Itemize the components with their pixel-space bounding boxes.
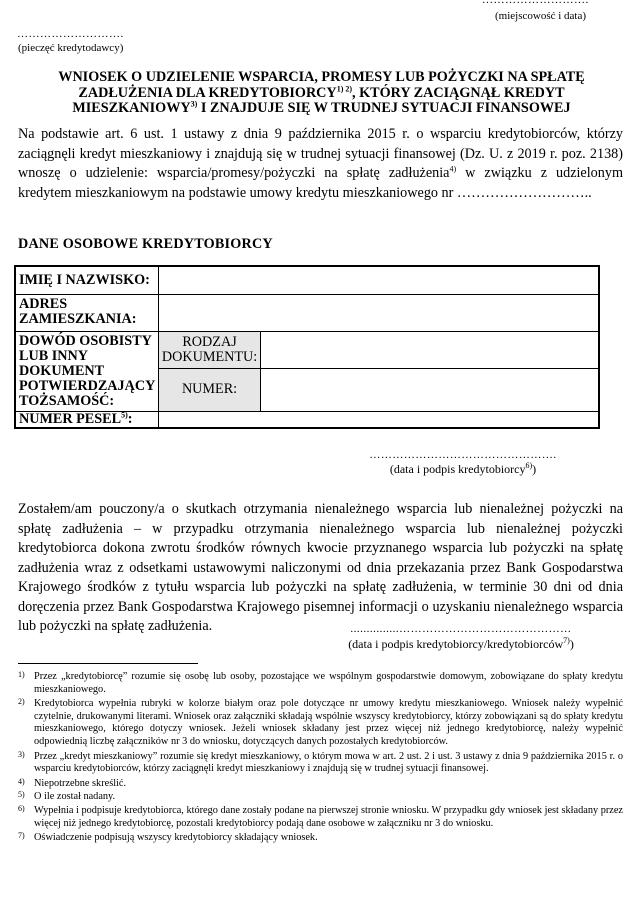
document-number-label: NUMER: bbox=[158, 368, 260, 411]
footnote-2: 2) Kredytobiorca wypełnia rubryki w kolorze białym oraz pole dotyczące nr umowy kredytu mieszkaniowego. Wniosek należy wypełnić czytelnie, drukowanymi literami. Wniosek oraz załączniki składają wspólnie wszyscy kredytobiorcy, którzy zobowiązani są do spłaty kredytu mieszkaniowego, którego dotyczy wniosek. Jeżeli wniosek składany jest przez więcej niż jednego kredytobiorcę, należy wypełnić odpowiednią liczbę załączników nr 3 do wniosku, dotyczących danych pozostałych kredytobiorców. bbox=[18, 697, 623, 747]
title-line-2: ZADŁUŻENIA DLA $KREDYTOBIORCY^{1) 2)}$, KTÓRY ZACIĄGNĄŁ KREDYT bbox=[78, 83, 565, 101]
footnote-separator bbox=[18, 663, 198, 664]
document-type-label: RODZAJ DOKUMENTU: bbox=[158, 331, 260, 368]
place-date-label: (miejscowość i data) bbox=[495, 10, 587, 22]
title-line-3: MIESZKANIOWY$^{3)}$ I ZNAJDUJE SIĘ W TRUDNEJ SYTUACJI FINANSOWEJ bbox=[72, 99, 571, 116]
borrower-signature-label: (data i podpis kredytobiorcy$^{6)}$) bbox=[389, 461, 537, 476]
borrowers-signature-dots: ...............……………………………………… bbox=[350, 623, 572, 635]
footnote-6: 6) Wypełnia i podpisuje kredytobiorca, którego dane zostały podane na pierwszej stronie wniosku. W przypadku gdy wniosek jest składany przez więcej niż jednego kredytobiorcę, pozostali kredytobiorcy podają dane osobowe w załączniku nr 3 do wniosku. bbox=[18, 803, 623, 829]
borrowers-signature-label: (data i podpis kredytobiorcy/kredytobiorców$^{7)}$) bbox=[348, 636, 574, 651]
pesel-input[interactable] bbox=[158, 411, 599, 428]
section-heading: DANE OSOBOWE KREDYTOBIORCY bbox=[18, 236, 273, 252]
title-line-1: WNIOSEK O UDZIELENIE WSPARCIA, PROMESY LUB POŻYCZKI NA SPŁATĘ bbox=[58, 69, 585, 85]
document-type-input[interactable] bbox=[261, 331, 599, 368]
footnote-3: 3) Przez „kredyt mieszkaniowy” rozumie się kredyt mieszkaniowy, o którym mowa w art. 2 ust. 2 i ust. 3 ustawy z dnia 9 października 2015 r. o wsparciu kredytobiorców, którzy zaciągnęli kredyt mieszkaniowy i znajdują się w trudnej sytuacji finansowej. bbox=[18, 749, 623, 775]
statement-paragraph: Zostałem/am pouczony/a o skutkach otrzymania nienależnego wsparcia lub nienależnej pożyczki na spłatę zadłużenia – w przypadku otrzymania nienależnego wsparcia lub nienależnej pożyczki kredytobiorca dokona zwrotu środków równych kwocie przyznanego wsparcia lub pożyczki na spłatę zadłużenia wraz z odsetkami ustawowymi naliczonymi od dnia przekazania przez Bank Gospodarstwa Krajowego środków z tytułu wsparcia lub pożyczki na spłatę zadłużenia, w terminie 30 dni od dnia doręczenia przez Bank Gospodarstwa Krajowego pisemnej informacji o uzyskaniu nienależnego wsparcia lub pożyczki na spłatę zadłużenia. bbox=[18, 501, 623, 634]
document-title bbox=[30, 70, 613, 117]
pesel-label: NUMER PESEL$^{5)}$: bbox=[15, 411, 158, 428]
place-date-dots: ………………………. bbox=[482, 0, 589, 6]
address-label: ADRES ZAMIESZKANIA: bbox=[15, 294, 158, 331]
footnote-1: 1) Przez „kredytobiorcę” rozumie się osobę lub osoby, pozostające we wspólnym gospodarstwie domowym, zobowiązane do spłaty kredytu mieszkaniowego. bbox=[18, 670, 623, 695]
intro-paragraph: Na podstawie art. 6 ust. 1 ustawy z dnia 9 października 2015 r. o wsparciu kredytobiorców, którzy zaciągnęli kredyt mieszkaniowy i znajdują się w trudnej sytuacji finansowej (Dz. U. z 2019 r. poz. 2138) wnoszę o udzielenie: wsparcia/promesy/pożyczki na spłatę zadłużenia$^{4)}$ w związku z udzielonym kredytem mieszkaniowym na podstawie umowy kredytu mieszkaniowego nr ……………………….. bbox=[18, 126, 623, 201]
document-number-input[interactable] bbox=[261, 368, 599, 411]
name-label: IMIĘ I NAZWISKO: bbox=[15, 266, 158, 294]
address-input[interactable] bbox=[158, 294, 599, 331]
borrower-signature-dots: …………………………………………. bbox=[369, 449, 557, 461]
stamp-dots: ………………………. bbox=[17, 28, 124, 40]
name-input[interactable] bbox=[158, 266, 599, 294]
footnotes bbox=[18, 671, 623, 845]
footnote-4: 4) Niepotrzebne skreślić. bbox=[18, 776, 127, 789]
personal-data-form bbox=[14, 265, 600, 429]
stamp-label: (pieczęć kredytodawcy) bbox=[18, 42, 124, 54]
id-document-label: DOWÓD OSOBISTY LUB INNY DOKUMENT POTWIERDZAJĄCY TOŻSAMOŚĆ: bbox=[15, 331, 158, 411]
footnote-7: 7) Oświadczenie podpisują wszyscy kredytobiorcy składający wniosek. bbox=[18, 831, 318, 844]
footnote-5: 5) O ile został nadany. bbox=[18, 790, 116, 803]
